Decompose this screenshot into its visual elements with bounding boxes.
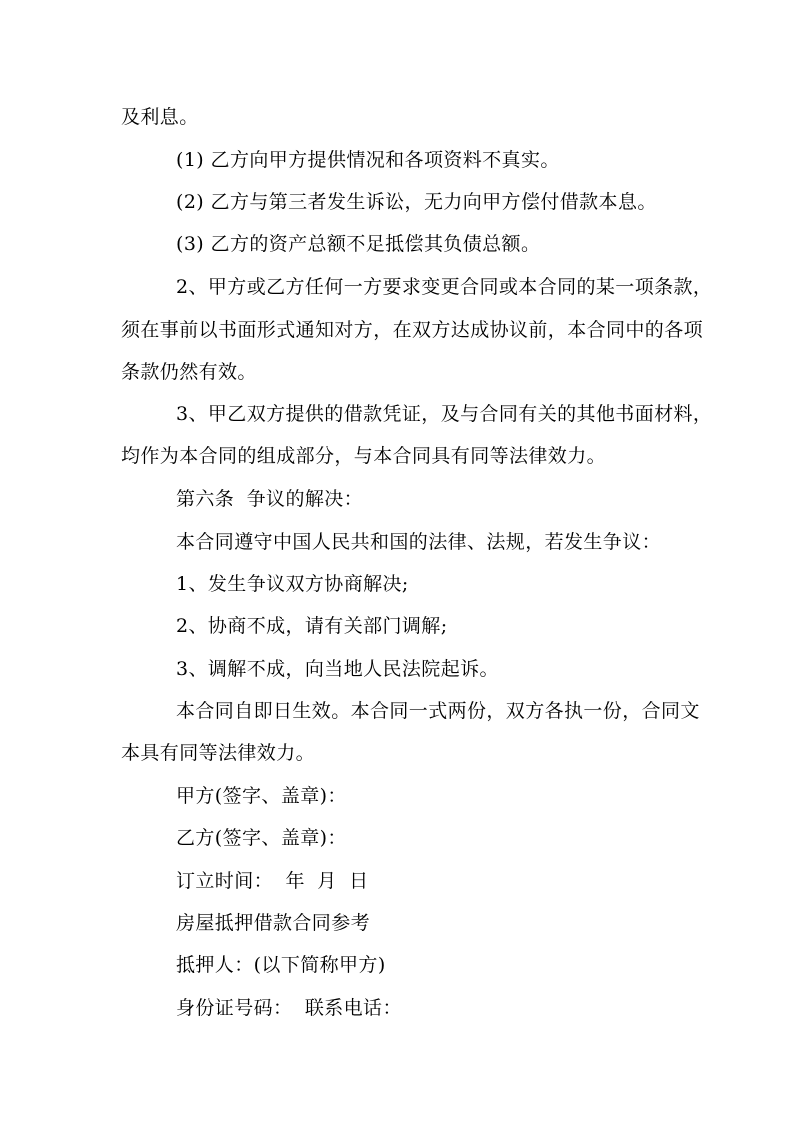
signing-date: 订立时间： 年 月 日 — [176, 870, 369, 892]
dispute-intro: 本合同遵守中国人民共和国的法律、法规，若发生争议： — [176, 531, 662, 553]
clause-2-line-3: 条款仍然有效。 — [121, 361, 257, 383]
clause-3-line-2: 均作为本合同的组成部分，与本合同具有同等法律效力。 — [121, 445, 607, 467]
clause-3-line-1: 3、甲乙双方提供的借款凭证，及与合同有关的其他书面材料， — [176, 403, 713, 425]
clause-2-line-1: 2、甲方或乙方任何一方要求变更合同或本合同的某一项条款， — [176, 276, 713, 298]
list-item-1: (1) 乙方向甲方提供情况和各项资料不真实。 — [176, 149, 560, 171]
dispute-item-1: 1、发生争议双方协商解决; — [176, 573, 409, 595]
effective-line-2: 本具有同等法律效力。 — [121, 742, 316, 764]
section-title: 房屋抵押借款合同参考 — [176, 912, 371, 934]
list-item-2: (2) 乙方与第三者发生诉讼，无力向甲方偿付借款本息。 — [176, 191, 657, 213]
paragraph-line-1: 及利息。 — [121, 106, 199, 128]
id-phone-line: 身份证号码： 联系电话： — [176, 997, 402, 1019]
clause-2-line-2: 须在事前以书面形式通知对方，在双方达成协议前，本合同中的各项 — [121, 319, 704, 341]
party-a-signature: 甲方(签字、盖章)： — [176, 785, 347, 807]
effective-line-1: 本合同自即日生效。本合同一式两份，双方各执一份，合同文 — [176, 700, 700, 722]
article-six-heading: 第六条 争议的解决： — [176, 488, 364, 510]
list-item-3: (3) 乙方的资产总额不足抵偿其负债总额。 — [176, 233, 541, 255]
dispute-item-3: 3、调解不成，向当地人民法院起诉。 — [176, 658, 499, 680]
dispute-item-2: 2、协商不成，请有关部门调解; — [176, 615, 448, 637]
mortgagor-line: 抵押人：(以下简称甲方) — [176, 954, 386, 976]
party-b-signature: 乙方(签字、盖章)： — [176, 827, 347, 849]
